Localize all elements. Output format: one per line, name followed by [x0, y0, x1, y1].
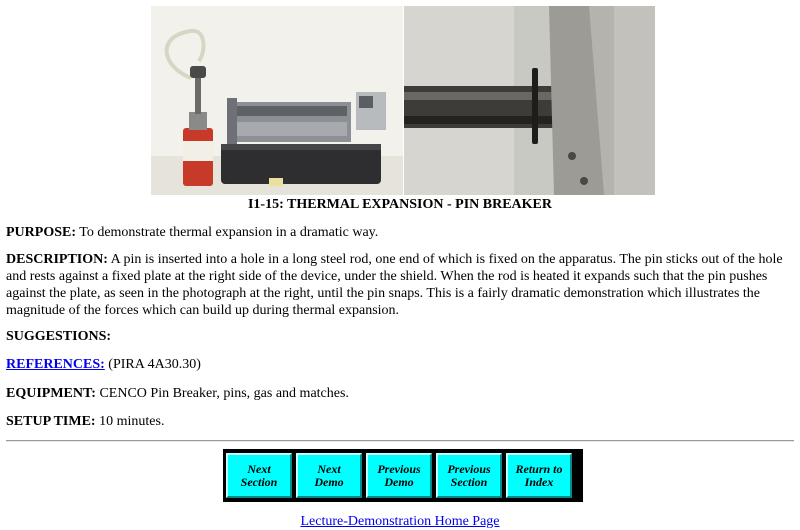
description-text: A pin is inserted into a hole in a long steel rod, one end of which is fixed on the apparatus. The pin sticks out of the hole and rests against a fixed plate at the right side of the device, under the shield. When the rod is heated it expands such that the pin pushes against the plate, as seen in the photograph at the right, until the pin snaps. This is a fairly dramatic demonstration which illustrates the magnitude of the forces which can build up during thermal expansion.: [6, 252, 783, 318]
purpose-label: PURPOSE:: [6, 225, 76, 240]
equipment-text: CENCO Pin Breaker, pins, gas and matches.: [95, 386, 349, 401]
equipment-section: [6, 385, 794, 402]
apparatus-photo: [151, 6, 403, 195]
demo-photos: [151, 6, 655, 195]
home-link-container: [0, 513, 800, 530]
description-label: DESCRIPTION:: [6, 252, 108, 267]
suggestions-label: SUGGESTIONS:: [6, 329, 112, 344]
previous-demo-button[interactable]: Previous Demo: [366, 453, 432, 498]
setup-time-text: 10 minutes.: [95, 414, 165, 429]
return-to-index-button[interactable]: Return to Index: [506, 453, 572, 498]
setup-time-section: [6, 413, 794, 430]
next-section-button[interactable]: Next Section: [226, 453, 292, 498]
description-section: [6, 251, 794, 319]
references-link[interactable]: REFERENCES:: [6, 357, 105, 372]
references-section: [6, 356, 794, 373]
horizontal-divider: [6, 440, 794, 442]
equipment-label: EQUIPMENT:: [6, 386, 96, 401]
navigation-bar: [223, 449, 583, 502]
next-demo-button[interactable]: Next Demo: [296, 453, 362, 498]
page-title: I1-15: THERMAL EXPANSION - PIN BREAKER: [247, 197, 552, 212]
pin-closeup-photo: [403, 6, 656, 195]
home-page-link[interactable]: Lecture-Demonstration Home Page: [300, 514, 500, 529]
setup-time-label: SETUP TIME:: [6, 414, 96, 429]
references-text: (PIRA 4A30.30): [104, 357, 201, 372]
purpose-text: To demonstrate thermal expansion in a dramatic way.: [76, 225, 379, 240]
purpose-section: [6, 224, 794, 241]
previous-section-button[interactable]: Previous Section: [436, 453, 502, 498]
suggestions-section: [6, 328, 794, 345]
